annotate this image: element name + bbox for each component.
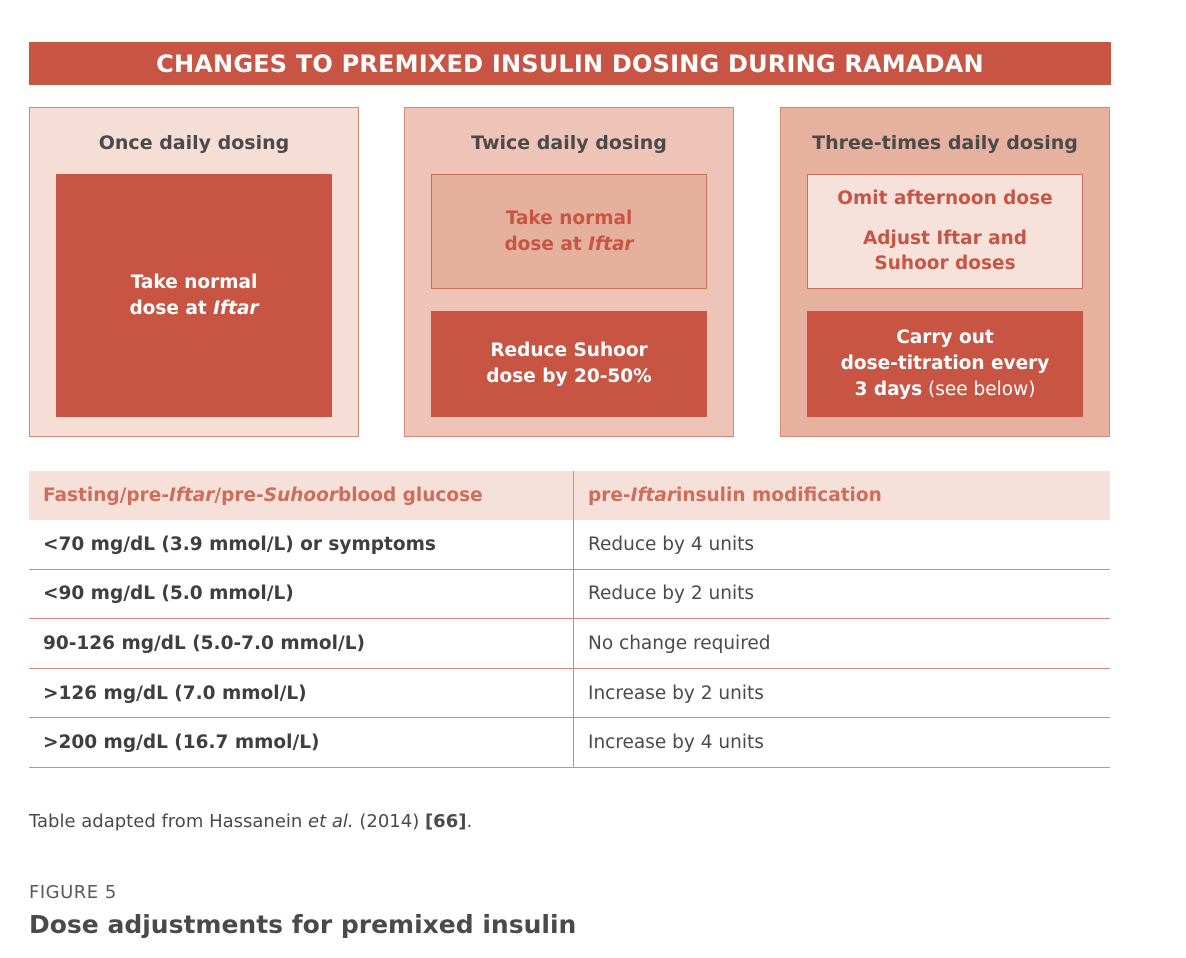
header-glucose [29, 471, 573, 520]
three-adjust-para [863, 226, 1027, 278]
header-glucose-mid: /pre- [214, 485, 264, 506]
glucose-cell: >126 mg/dL (7.0 mmol/L) [43, 682, 307, 704]
banner-title: CHANGES TO PREMIXED INSULIN DOSING DURING RAMADAN [156, 49, 984, 78]
panel-title-twice: Twice daily dosing [471, 132, 667, 154]
panel-title-once: Once daily dosing [98, 132, 290, 154]
header-mod-pre: pre- [588, 485, 631, 506]
glucose-cell: >200 mg/dL (16.7 mmol/L) [43, 732, 320, 754]
header-modification [573, 471, 1110, 520]
caption-ital: et al. [308, 811, 354, 832]
twice-iftar-line1: Take normal [505, 207, 633, 229]
panel-three-times-daily [780, 107, 1110, 437]
once-iftar-line2-ital: Iftar [213, 297, 259, 319]
table-row [29, 570, 1110, 620]
glucose-titration-table [29, 471, 1110, 768]
table-row [29, 619, 1110, 669]
table-row [29, 718, 1110, 768]
modification-cell: Increase by 4 units [573, 718, 1110, 767]
modification-cell: Reduce by 4 units [573, 520, 1110, 569]
once-iftar-box [56, 174, 332, 417]
figure-title: Dose adjustments for premixed insulin [29, 910, 577, 939]
table-row [29, 669, 1110, 719]
caption-pre: Table adapted from Hassanein [29, 811, 309, 832]
glucose-cell: 90-126 mg/dL (5.0-7.0 mmol/L) [43, 632, 365, 654]
header-mod-post: insulin modification [675, 485, 882, 506]
twice-iftar-box [431, 174, 707, 289]
twice-suhoor-box [431, 311, 707, 417]
panel-title-three: Three-times daily dosing [812, 132, 1078, 154]
three-titration-line1: Carry out [896, 327, 994, 349]
table-row [29, 520, 1110, 570]
caption-ref: [66] [424, 811, 467, 832]
header-glucose-pre: Fasting/pre- [43, 485, 169, 506]
twice-iftar-line2-ital: Iftar [588, 233, 634, 255]
header-glucose-iftar: Iftar [169, 485, 215, 506]
three-adjust-line2: Suhoor doses [874, 253, 1016, 275]
once-iftar-line2-pre: dose at [129, 297, 214, 319]
panel-once-daily [29, 107, 359, 437]
three-omit-box [807, 174, 1083, 289]
glucose-cell: <90 mg/dL (5.0 mmol/L) [43, 583, 294, 605]
modification-cell: Increase by 2 units [573, 669, 1110, 718]
table-header-row [29, 471, 1110, 520]
modification-cell: No change required [573, 619, 1110, 668]
three-omit-line: Omit afternoon dose [837, 187, 1053, 209]
three-titration-line2: dose-titration every [840, 353, 1050, 375]
modification-cell: Reduce by 2 units [573, 570, 1110, 619]
twice-iftar-line2-pre: dose at [504, 233, 589, 255]
three-adjust-line1: Adjust Iftar and [862, 227, 1028, 249]
caption-mid: (2014) [353, 811, 425, 832]
caption-post: . [466, 811, 473, 832]
once-iftar-line1: Take normal [130, 271, 258, 293]
three-titration-line3-bold: 3 days [854, 378, 923, 400]
figure-banner [29, 42, 1111, 85]
twice-suhoor-line2: dose by 20-50% [486, 366, 652, 387]
glucose-cell: <70 mg/dL (3.9 mmol/L) or symptoms [43, 533, 436, 555]
twice-suhoor-line1: Reduce Suhoor [490, 340, 648, 362]
header-glucose-post: blood glucose [337, 485, 483, 506]
header-mod-iftar: Iftar [630, 485, 676, 506]
table-source-caption [29, 811, 472, 832]
three-titration-line3-normal: (see below) [922, 378, 1036, 400]
figure-label: FIGURE 5 [29, 882, 117, 903]
three-titration-box [807, 311, 1083, 417]
panel-twice-daily [404, 107, 734, 437]
header-glucose-suhoor: Suhoor [263, 485, 338, 506]
